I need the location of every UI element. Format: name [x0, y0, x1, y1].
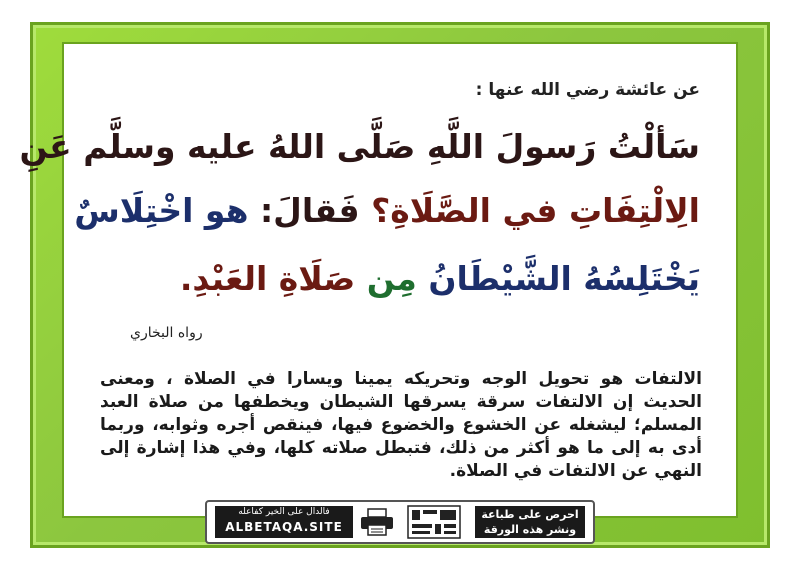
print-note-line-1: احرص على طباعة: [481, 508, 579, 521]
hadith-line-3-part-b: مِن: [366, 259, 417, 298]
hadith-line-2-part-a: الِالْتِفَاتِ في الصَّلَاةِ؟: [371, 191, 700, 230]
hadith-line-3: [100, 259, 700, 298]
website-box[interactable]: [215, 506, 353, 538]
hadith-line-3-part-c: صَلَاةِ العَبْدِ.: [179, 259, 356, 298]
albetaqa-logo: [407, 505, 461, 539]
printer-icon: [359, 508, 395, 536]
hadith-intro: عن عائشة رضي الله عنها :: [475, 80, 700, 100]
footer-bar: [205, 500, 595, 544]
print-note-line-2: ونشر هذه الورقة: [483, 523, 577, 536]
footer-proverb: فالدال على الخير كفاعله: [238, 507, 330, 517]
narrator-source: رواه البخاري: [130, 325, 203, 341]
website-link[interactable]: ALBETAQA.SITE: [225, 520, 343, 534]
hadith-line-2-part-b: فَقالَ:: [259, 191, 360, 230]
hadith-line-1: سَألْتُ رَسولَ اللَّهِ صَلَّى اللهُ عليه وسلَّم عَنِ: [19, 127, 700, 166]
hadith-line-3-part-a: يَخْتَلِسُهُ الشَّيْطَانُ: [428, 259, 700, 298]
print-share-note: [475, 506, 585, 538]
explanation-paragraph: الالتفات هو تحويل الوجه وتحريكه يمينا ويسارا في الصلاة ، ومعنى الحديث إن الالتفات سرقة يسرقها الشيطان ويخطفها من صلاة العبد المسلم؛ ليشغله عن الخشوع والخضوع فيها، فينقص أجره وثوابه، وربما أدى به إلى ما هو أكثر من ذلك، فتبطل صلاته كلها، وفي هذا إشارة إلى النهي عن الالتفات في الصلاة.: [100, 369, 702, 481]
hadith-line-2-part-c: هو اخْتِلَاسٌ: [74, 191, 249, 230]
hadith-line-2: [74, 191, 700, 230]
